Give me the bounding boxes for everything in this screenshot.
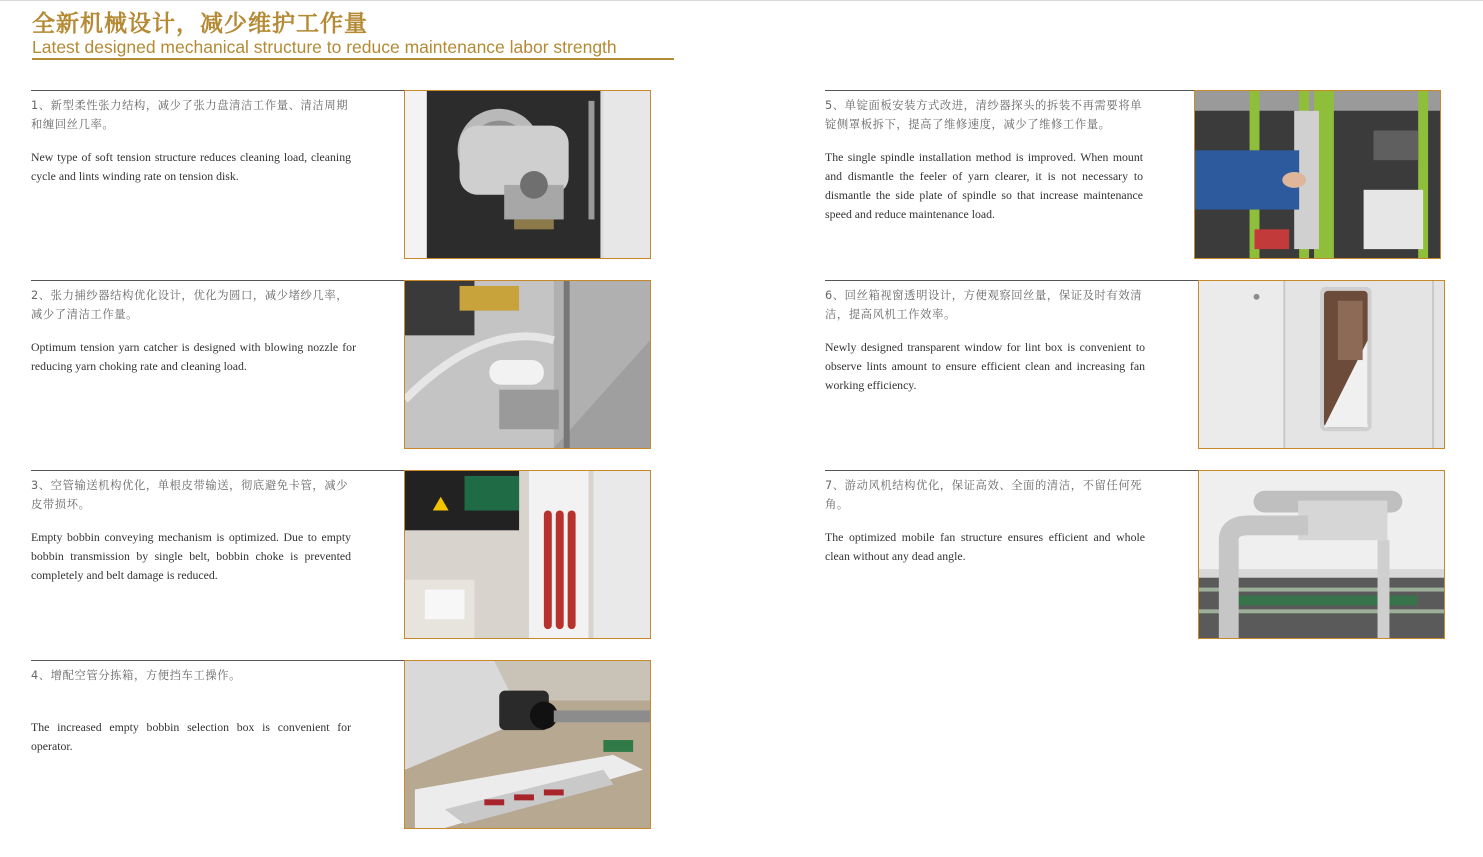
lint-box-window-photo <box>1198 280 1445 449</box>
feature-text-en: Newly designed transparent window for lint box is convenient to observe lints amount to ensure efficient clean and increasing fan working efficiency. <box>825 340 1145 392</box>
feature-item-2 <box>31 280 371 450</box>
feature-item-4 <box>31 660 371 830</box>
item-divider <box>31 470 405 471</box>
feature-text-zh: 5、单锭面板安装方式改进，清纱器探头的拆装不再需要将单锭侧罩板拆下，提高了维修速度，减少了维修工作量。 <box>825 99 1143 131</box>
tension-structure-photo <box>404 90 651 259</box>
feature-text-zh: 3、空管输送机构优化，单根皮带输送，彻底避免卡管，减少皮带损坏。 <box>31 479 349 511</box>
feature-item-7 <box>825 470 1155 640</box>
feature-text-en: The optimized mobile fan structure ensures efficient and whole clean without any dead angle. <box>825 530 1145 563</box>
page-title-en: Latest designed mechanical structure to reduce maintenance labor strength <box>32 37 617 57</box>
feature-text-zh: 4、增配空管分拣箱，方便挡车工操作。 <box>31 669 242 682</box>
feature-item-3 <box>31 470 371 640</box>
item-divider <box>31 280 405 281</box>
selection-box-photo <box>404 660 651 829</box>
feature-item-1 <box>31 90 371 260</box>
feature-text-zh: 2、张力捕纱器结构优化设计，优化为圆口，减少堵纱几率，减少了清洁工作量。 <box>31 289 349 321</box>
top-border <box>0 0 1483 1</box>
feature-text-zh: 6、回丝箱视窗透明设计，方便观察回丝量，保证及时有效清洁，提高风机工作效率。 <box>825 289 1143 321</box>
page-header <box>32 10 674 57</box>
feature-text-zh: 1、新型柔性张力结构，减少了张力盘清洁工作量、清洁周期和缠回丝几率。 <box>31 99 349 131</box>
feature-text-en: The single spindle installation method is improved. When mount and dismantle the feeler of yarn clearer, it is not necessary to dismantle the side plate of spindle so that increase maintenance speed and reduce maintenance load. <box>825 150 1143 221</box>
feature-text-en: The increased empty bobbin selection box is convenient for operator. <box>31 720 351 753</box>
item-divider <box>825 470 1199 471</box>
item-divider <box>31 660 405 661</box>
spindle-panel-photo <box>1194 90 1441 259</box>
feature-text-en: New type of soft tension structure reduces cleaning load, cleaning cycle and lints winding rate on tension disk. <box>31 150 351 183</box>
feature-text-en: Empty bobbin conveying mechanism is optimized. Due to empty bobbin transmission by single belt, bobbin choke is prevented completely and belt damage is reduced. <box>31 530 351 582</box>
item-divider <box>825 90 1195 91</box>
item-divider <box>31 90 405 91</box>
feature-text-zh: 7、游动风机结构优化，保证高效、全面的清洁，不留任何死角。 <box>825 479 1143 511</box>
item-divider <box>825 280 1199 281</box>
yarn-catcher-photo <box>404 280 651 449</box>
feature-item-6 <box>825 280 1155 450</box>
page-title-zh: 全新机械设计，减少维护工作量 <box>32 10 368 37</box>
feature-item-5 <box>825 90 1155 260</box>
mobile-fan-photo <box>1198 470 1445 639</box>
bobbin-conveyor-photo <box>404 470 651 639</box>
header-underline <box>32 58 674 60</box>
feature-text-en: Optimum tension yarn catcher is designed with blowing nozzle for reducing yarn choking rate and cleaning load. <box>31 340 356 373</box>
